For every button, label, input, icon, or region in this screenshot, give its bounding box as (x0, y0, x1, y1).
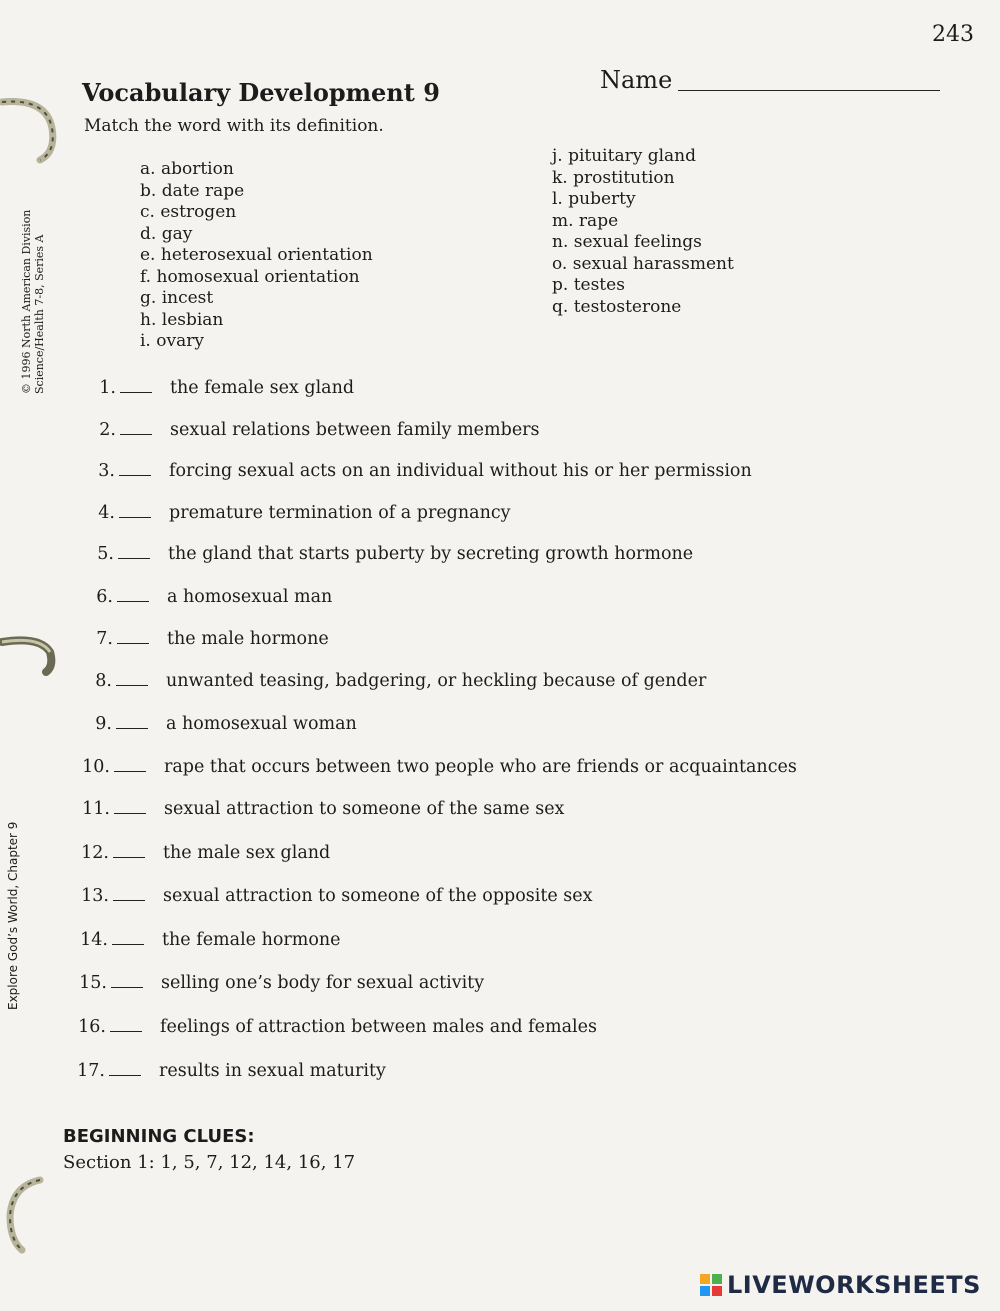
question-text: selling one’s body for sexual activity (161, 973, 485, 993)
question-row (80, 797, 564, 819)
question-text: rape that occurs between two people who are friends or acquaintances (164, 757, 797, 777)
question-text: the female hormone (162, 930, 341, 950)
word-bank-item: k. prostitution (552, 167, 675, 188)
question-text: a homosexual woman (166, 714, 357, 734)
binder-ring-top (0, 90, 64, 170)
question-number: 4. (98, 503, 115, 523)
question-text: feelings of attraction between males and females (160, 1017, 597, 1037)
question-row (85, 459, 752, 481)
answer-blank[interactable] (114, 797, 146, 814)
logo-text: LIVEWORKSHEETS (727, 1271, 981, 1299)
word-bank-item: a. abortion (140, 159, 234, 179)
answer-blank[interactable] (109, 1059, 141, 1076)
page-number: 243 (932, 22, 974, 47)
side-copyright (20, 210, 46, 394)
answer-blank[interactable] (110, 1015, 142, 1032)
word-bank-item: h. lesbian (140, 309, 224, 330)
answer-blank[interactable] (119, 501, 151, 518)
question-text: the gland that starts puberty by secreting growth hormone (168, 544, 694, 564)
word-bank-item: j. pituitary gland (552, 146, 697, 166)
question-row (84, 542, 693, 564)
question-row (86, 376, 354, 398)
question-row (76, 1015, 597, 1037)
word-bank-item: p. testes (552, 275, 625, 295)
question-row (83, 585, 332, 607)
answer-blank[interactable] (117, 627, 149, 644)
question-text: results in sexual maturity (159, 1061, 386, 1081)
beginning-clues-text: Section 1: 1, 5, 7, 12, 14, 16, 17 (63, 1152, 356, 1173)
word-bank-item: q. testosterone (552, 296, 682, 317)
word-bank-right (552, 146, 734, 318)
name-field-line[interactable] (678, 90, 940, 91)
word-bank-item: g. incest (140, 288, 214, 308)
question-row (82, 712, 357, 734)
question-number: 2. (99, 420, 116, 440)
question-row (86, 418, 540, 440)
question-row (75, 1059, 386, 1081)
question-row (77, 971, 484, 993)
word-bank-item: o. sexual harassment (552, 253, 734, 274)
question-number: 12. (81, 843, 109, 863)
answer-blank[interactable] (112, 928, 144, 945)
question-text: unwanted teasing, badgering, or heckling because of gender (166, 671, 707, 691)
word-bank-item: f. homosexual orientation (140, 266, 360, 287)
question-text: the female sex gland (170, 378, 355, 398)
answer-blank[interactable] (116, 669, 148, 686)
worksheet-title: Vocabulary Development 9 (82, 78, 440, 107)
question-number: 1. (99, 378, 116, 398)
logo-square (712, 1286, 722, 1296)
question-row (85, 501, 511, 523)
question-number: 15. (79, 973, 107, 993)
question-text: a homosexual man (167, 587, 333, 607)
side-book-title: Explore God’s World, Chapter 9 (6, 821, 20, 1010)
question-number: 14. (80, 930, 108, 950)
series-line: Science/Health 7-8, Series A (33, 234, 46, 394)
word-bank-item: e. heterosexual orientation (140, 245, 373, 265)
word-bank-item: n. sexual feelings (552, 232, 702, 252)
word-bank-item: m. rape (552, 210, 619, 231)
question-number: 5. (97, 544, 114, 564)
answer-blank[interactable] (116, 712, 148, 729)
answer-blank[interactable] (113, 841, 145, 858)
copyright-line: © 1996 North American Division (20, 209, 33, 394)
binder-ring-bottom (0, 1168, 64, 1258)
question-number: 9. (95, 714, 112, 734)
word-bank-item: d. gay (140, 223, 193, 244)
logo-square (700, 1274, 710, 1284)
word-bank-item: i. ovary (140, 331, 204, 351)
word-bank-left (140, 159, 373, 353)
beginning-clues-title: BEGINNING CLUES: (63, 1126, 255, 1147)
name-label: Name (600, 66, 673, 94)
answer-blank[interactable] (113, 884, 145, 901)
question-number: 16. (78, 1017, 106, 1037)
answer-blank[interactable] (120, 418, 152, 435)
word-bank-item: l. puberty (552, 189, 636, 209)
question-text: the male sex gland (163, 843, 331, 863)
answer-blank[interactable] (111, 971, 143, 988)
answer-blank[interactable] (119, 459, 151, 476)
logo-square (700, 1286, 710, 1296)
question-text: premature termination of a pregnancy (169, 503, 511, 523)
question-number: 8. (95, 671, 112, 691)
word-bank-item: c. estrogen (140, 202, 237, 222)
question-text: sexual attraction to someone of the opposite sex (163, 886, 593, 906)
logo-square (712, 1274, 722, 1284)
answer-blank[interactable] (117, 585, 149, 602)
question-row (79, 841, 330, 863)
question-number: 6. (96, 587, 113, 607)
answer-blank[interactable] (114, 755, 146, 772)
question-text: sexual attraction to someone of the same sex (164, 799, 565, 819)
logo-icon (700, 1274, 722, 1296)
question-number: 3. (98, 461, 115, 481)
question-number: 7. (96, 629, 113, 649)
question-number: 13. (81, 886, 109, 906)
question-text: the male hormone (167, 629, 329, 649)
answer-blank[interactable] (120, 376, 152, 393)
question-row (83, 627, 329, 649)
answer-blank[interactable] (118, 542, 150, 559)
question-text: forcing sexual acts on an individual without his or her permission (169, 461, 752, 481)
binder-ring-middle (0, 630, 64, 680)
liveworksheets-logo (700, 1271, 981, 1299)
question-text: sexual relations between family members (170, 420, 540, 440)
instructions: Match the word with its definition. (84, 116, 384, 136)
question-row (79, 884, 593, 906)
question-number: 11. (82, 799, 110, 819)
question-row (82, 669, 706, 691)
question-row (78, 928, 341, 950)
question-row (80, 755, 797, 777)
word-bank-item: b. date rape (140, 180, 245, 201)
question-number: 17. (77, 1061, 105, 1081)
question-number: 10. (82, 757, 110, 777)
